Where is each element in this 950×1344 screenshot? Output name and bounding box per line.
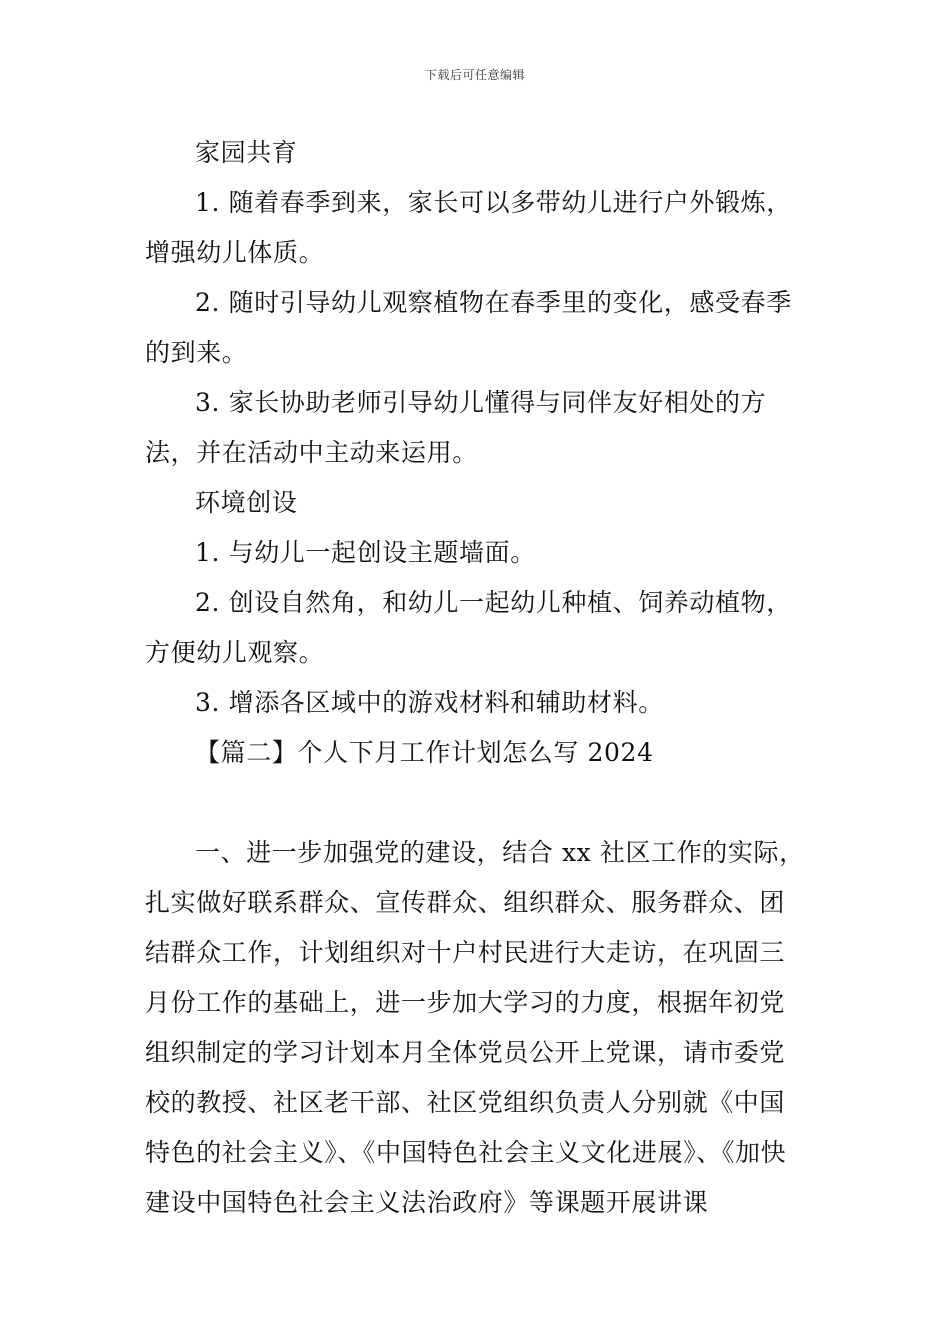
paragraph: 3. 增添各区域中的游戏材料和辅助材料。 (195, 688, 664, 717)
paragraph: 2. 随时引导幼儿观察植物在春季里的变化，感受春季的到来。 (145, 288, 792, 367)
paragraph: 2. 创设自然角，和幼儿一起幼儿种植、饲养动植物，方便幼儿观察。 (145, 588, 792, 667)
paragraph: 1. 随着春季到来，家长可以多带幼儿进行户外锻炼，增强幼儿体质。 (145, 188, 792, 267)
paragraph: 3. 家长协助老师引导幼儿懂得与同伴友好相处的方法，并在活动中主动来运用。 (145, 388, 767, 467)
spacer (145, 778, 810, 828)
article-title: 【篇二】个人下月工作计划怎么写 2024 (195, 738, 654, 767)
document-body (145, 128, 810, 1228)
page-header: 下载后可任意编辑 (424, 68, 525, 82)
paragraph: 一、进一步加强党的建设，结合 xx 社区工作的实际，扎实做好联系群众、宣传群众、组织群众、服务群众、团结群众工作，计划组织对十户村民进行大走访，在巩固三月份工作的基础上，进一步加大学习的力度，根据年初党组织制定的学习计划本月全体党员公开上党课，请市委党校的教授、社区老干部、社区党组织负责人分别就《中国特色的社会主义》、《中国特色社会主义文化进展》、《加快建设中国特色社会主义法治政府》等课题开展讲课 (145, 838, 805, 1217)
section-heading-environment: 环境创设 (195, 488, 298, 517)
section-heading-home-school: 家园共育 (195, 138, 298, 167)
paragraph: 1. 与幼儿一起创设主题墙面。 (195, 538, 536, 567)
